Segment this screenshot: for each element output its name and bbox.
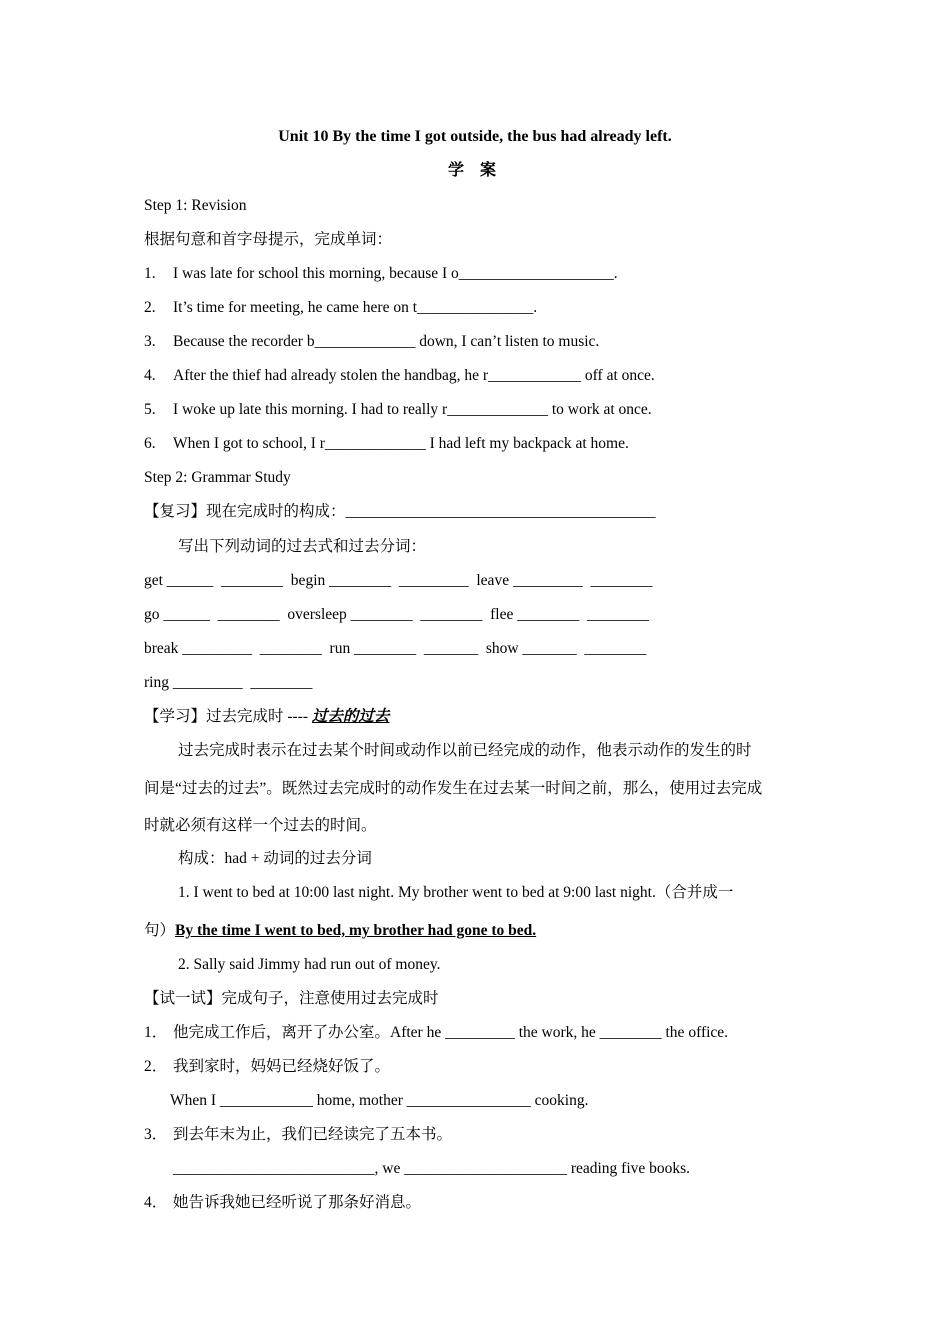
item-text: Because the recorder b_____________ down, I can’t listen to music. — [173, 333, 600, 350]
verb-row: get ______ ________ begin ________ _________ leave _________ ________ — [144, 572, 653, 589]
verb-row: ring _________ ________ — [144, 674, 313, 691]
verb-row: go ______ ________ oversleep ________ ________ flee ________ ________ — [144, 606, 649, 623]
try-item-sub: When I ____________ home, mother ________________ cooking. — [170, 1092, 589, 1109]
example1-line: 1. I went to bed at 10:00 last night. My brother went to bed at 9:00 last night.（合并成一 — [178, 884, 734, 901]
try-item — [144, 1057, 390, 1077]
item-number: 2. — [144, 299, 156, 316]
item-text: After the thief had already stolen the handbag, he r____________ off at once. — [173, 367, 655, 384]
explanation-line: 过去完成时表示在过去某个时间或动作以前已经完成的动作，他表示动作的发生的时 — [178, 742, 752, 759]
item-text: 到去年末为止，我们已经读完了五本书。 — [173, 1126, 453, 1143]
step1-heading: Step 1: Revision — [144, 197, 247, 214]
document-subtitle: 学 案 — [447, 162, 502, 179]
try-item — [144, 1193, 421, 1213]
explanation-line: 间是“过去的过去”。既然过去完成时的动作发生在过去某一时间之前，那么，使用过去完成 — [144, 780, 763, 797]
item-text: 我到家时，妈妈已经烧好饭了。 — [173, 1058, 391, 1075]
item-text: I was late for school this morning, because I o____________________. — [173, 265, 618, 282]
item-number: 1． — [144, 1024, 168, 1041]
item-number: 3． — [144, 1126, 168, 1143]
try-item-sub: __________________________, we _____________________ reading five books. — [173, 1160, 691, 1177]
item-text: 他完成工作后，离开了办公室。After he _________ the work, he ________ the office. — [173, 1024, 729, 1041]
try-heading: 【试一试】完成句子，注意使用过去完成时 — [144, 990, 439, 1007]
item-number: 4． — [144, 1194, 168, 1211]
item-number: 2． — [144, 1058, 168, 1075]
revision-item — [144, 400, 652, 420]
item-number: 5. — [144, 401, 156, 418]
step1-instruction: 根据句意和首字母提示，完成单词： — [144, 231, 393, 248]
try-item — [144, 1125, 452, 1145]
verbs-instruction: 写出下列动词的过去式和过去分词： — [178, 538, 427, 555]
item-text: 她告诉我她已经听说了那条好消息。 — [173, 1194, 422, 1211]
example2-line: 2. Sally said Jimmy had run out of money. — [178, 956, 441, 973]
document-title: Unit 10 By the time I got outside, the bus had already left. — [278, 128, 672, 145]
verb-row: break _________ ________ run ________ _______ show _______ ________ — [144, 640, 647, 657]
review-line: 【复习】现在完成时的构成：________________________________________ — [144, 503, 656, 520]
example1-answer: By the time I went to bed, my brother had gone to bed. — [175, 922, 537, 939]
revision-item — [144, 332, 599, 352]
explanation-line: 时就必须有这样一个过去的时间。 — [144, 817, 377, 834]
example1-answer-line — [144, 921, 536, 941]
try-item — [144, 1023, 728, 1043]
study-heading — [144, 707, 389, 727]
step2-heading: Step 2: Grammar Study — [144, 469, 291, 486]
example1-prefix: 句） — [144, 922, 176, 939]
revision-item — [144, 366, 655, 386]
item-number: 4. — [144, 367, 156, 384]
item-text: I woke up late this morning. I had to really r_____________ to work at once. — [173, 401, 652, 418]
item-number: 1. — [144, 265, 156, 282]
item-number: 3. — [144, 333, 156, 350]
revision-item — [144, 298, 537, 318]
study-label: 【学习】过去完成时 ---- — [144, 708, 312, 725]
revision-item — [144, 434, 629, 454]
item-text: It’s time for meeting, he came here on t_______________. — [173, 299, 538, 316]
structure-line: 构成：had + 动词的过去分词 — [178, 850, 372, 867]
item-text: When I got to school, I r_____________ I had left my backpack at home. — [173, 435, 629, 452]
revision-item — [144, 264, 618, 284]
study-emphasis: 过去的过去 — [311, 708, 390, 725]
item-number: 6. — [144, 435, 156, 452]
